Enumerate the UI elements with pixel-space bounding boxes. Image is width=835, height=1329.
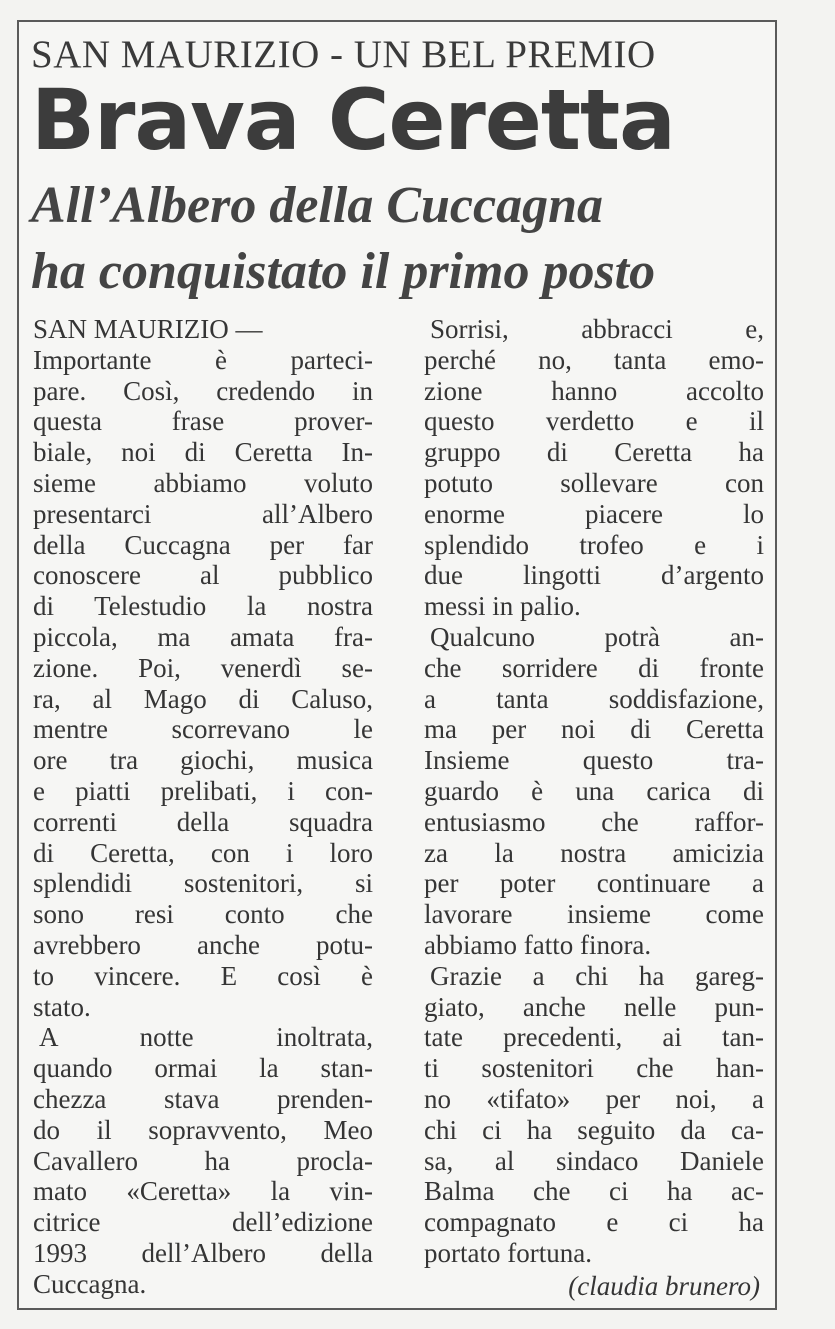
article-text-line: ore tra giochi, musica <box>33 745 373 776</box>
article-text-line: messi in palio. <box>424 591 581 622</box>
article-text-line: abbiamo fatto finora. <box>424 929 652 960</box>
article-text-line: 1993 dell’Albero della <box>33 1237 373 1268</box>
article-text-line: di Telestudio la nostra <box>33 591 373 622</box>
article-text-line: due lingotti d’argento <box>424 560 764 591</box>
article-text-line: sa, al sindaco Daniele <box>424 1145 764 1176</box>
article-text-line: avrebbero anche potu- <box>33 929 373 960</box>
article-text-line: della Cuccagna per far <box>33 529 373 560</box>
article-text-line: mato «Ceretta» la vin- <box>33 1176 373 1207</box>
article-text-line: biale, noi di Ceretta In- <box>33 437 373 468</box>
article-subheadline-line-2: ha conquistato il primo posto <box>31 243 656 300</box>
article-text-line: chezza stava prenden- <box>33 1083 373 1114</box>
article-text-line: a tanta soddisfazione, <box>424 683 764 714</box>
newspaper-clipping <box>17 20 777 1310</box>
article-text-line: za la nostra amicizia <box>424 837 764 868</box>
article-text-line: ra, al Mago di Caluso, <box>33 683 373 714</box>
article-text-line: to vincere. E così è <box>33 960 373 991</box>
article-text-line: potuto sollevare con <box>424 467 764 498</box>
article-text-line: lavorare insieme come <box>424 899 764 930</box>
article-text-line: Balma che ci ha ac- <box>424 1176 764 1207</box>
article-text-line: stato. <box>33 991 91 1022</box>
article-text-line: conoscere al pubblico <box>33 560 373 591</box>
article-text-line: giato, anche nelle pun- <box>424 991 764 1022</box>
article-text-line: tate precedenti, ai tan- <box>424 1022 764 1053</box>
article-text-line: sono resi conto che <box>33 899 373 930</box>
article-text-line: Cuccagna. <box>33 1268 147 1299</box>
article-text-line: do il sopravvento, Meo <box>33 1114 373 1145</box>
article-subheadline-line-1: All’Albero della Cuccagna <box>31 177 603 234</box>
article-text-line: presentarci all’Albero <box>33 498 373 529</box>
article-text-line: per poter continuare a <box>424 868 764 899</box>
article-text-line: enorme piacere lo <box>424 498 764 529</box>
article-text-line: splendido trofeo e i <box>424 529 764 560</box>
article-text-line: perché no, tanta emo- <box>424 344 764 375</box>
article-text-line: questa frase prover- <box>33 406 373 437</box>
article-text-line: e piatti prelibati, i con- <box>33 775 373 806</box>
article-text-line: pare. Così, credendo in <box>33 375 373 406</box>
article-text-line: no «tifato» per noi, a <box>424 1083 764 1114</box>
article-text-line: Sorrisi, abbracci e, <box>430 314 764 344</box>
article-text-line: chi ci ha seguito da ca- <box>424 1114 764 1145</box>
article-text-line: guardo è una carica di <box>424 775 764 806</box>
article-text-line: A notte inoltrata, <box>39 1022 373 1053</box>
article-text-line: questo verdetto e il <box>424 406 764 437</box>
article-right-column <box>424 314 764 1302</box>
article-text-line: compagnato e ci ha <box>424 1207 764 1238</box>
article-text-line: ma per noi di Ceretta <box>424 714 764 745</box>
article-text-line: Cavallero ha procla- <box>33 1145 373 1176</box>
article-text-line: citrice dell’edizione <box>33 1207 373 1238</box>
article-text-line: SAN MAURIZIO — <box>33 314 263 344</box>
article-headline: Brava Ceretta <box>31 71 675 169</box>
article-text-line: quando ormai la stan- <box>33 1053 373 1084</box>
article-text-line: splendidi sostenitori, si <box>33 868 373 899</box>
article-text-line: ti sostenitori che han- <box>424 1053 764 1084</box>
article-signature: (claudia brunero) <box>568 1270 760 1301</box>
article-text-line: piccola, ma amata fra- <box>33 621 373 652</box>
article-text-line: gruppo di Ceretta ha <box>424 437 764 468</box>
article-text-line: Qualcuno potrà an- <box>430 621 764 652</box>
article-text-line: correnti della squadra <box>33 806 373 837</box>
article-text-line: sieme abbiamo voluto <box>33 467 373 498</box>
article-text-line: Grazie a chi ha gareg- <box>430 960 764 991</box>
article-text-line: entusiasmo che raffor- <box>424 806 764 837</box>
article-text-line: zione hanno accolto <box>424 375 764 406</box>
article-text-line: mentre scorrevano le <box>33 714 373 745</box>
article-text-line: zione. Poi, venerdì se- <box>33 652 373 683</box>
article-kicker: SAN MAURIZIO - UN BEL PREMIO <box>31 33 656 76</box>
article-text-line: Insieme questo tra- <box>424 745 764 776</box>
article-text-line: portato fortuna. <box>424 1237 592 1268</box>
article-left-column <box>33 314 373 1300</box>
article-text-line: Importante è parteci- <box>33 344 373 375</box>
article-text-line: di Ceretta, con i loro <box>33 837 373 868</box>
article-text-line: che sorridere di fronte <box>424 652 764 683</box>
